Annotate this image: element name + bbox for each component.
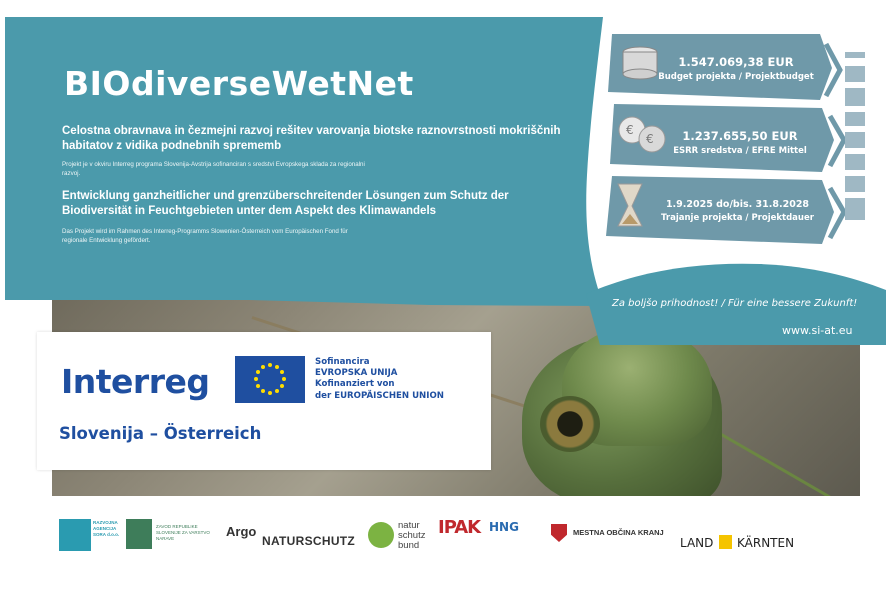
eu-flag-icon bbox=[235, 356, 305, 403]
website-link[interactable]: www.si-at.eu bbox=[782, 324, 853, 337]
argo-text: Argo bbox=[226, 524, 257, 539]
ra-sora-logo bbox=[59, 519, 91, 551]
land-text: LAND bbox=[680, 536, 714, 550]
naturschutz-text: NATURSCHUTZ bbox=[262, 534, 356, 548]
stat-budget bbox=[656, 55, 816, 82]
description-de-small: Das Projekt wird im Rahmen des Interreg-Programms Slowenien-Österreich vom Europäischen Fond für regionale Entwicklung gefördert. bbox=[62, 228, 348, 244]
coins-stack-icon bbox=[623, 47, 657, 79]
frog-eye bbox=[540, 396, 600, 452]
svg-text:€: € bbox=[626, 123, 634, 137]
description-sl-small: Projekt je v okviru Interreg programa Slovenija-Avstrija sofinanciran s sredstvi Evropskega sklada za regionalni razvoj. bbox=[62, 161, 365, 177]
svg-text:€: € bbox=[646, 132, 654, 146]
stat-erdf-value: 1.237.655,50 EUR bbox=[682, 129, 798, 143]
ipak-logo: IPAK bbox=[438, 517, 481, 538]
project-title: BIOdiverseWetNet bbox=[64, 64, 414, 103]
slogan: Za boljšo prihodnost! / Für eine bessere Zukunft! bbox=[612, 298, 858, 309]
kranj-coat-of-arms-icon bbox=[551, 524, 567, 542]
eu-cofinancing-text: Sofinancira EVROPSKA UNIJA Kofinanziert von der EUROPÄISCHEN UNION bbox=[315, 357, 444, 401]
description-sl-heading: Celostna obravnava in čezmejni razvoj rešitev varovanja biotske raznovrstnosti mokriščnih habitatov z vidika podnebnih sprememb bbox=[62, 125, 561, 152]
hng-logo: HNG bbox=[489, 520, 519, 534]
interreg-box bbox=[37, 332, 491, 470]
stat-duration-label: Trajanje projekta / Projektdauer bbox=[661, 213, 814, 223]
description-de-heading: Entwicklung ganzheitlicher und grenzüberschreitender Lösungen zum Schutz der Biodiversität in Feuchtgebieten unter dem Aspekt des Klimawandels bbox=[62, 190, 509, 217]
stat-budget-value: 1.547.069,38 EUR bbox=[678, 55, 794, 69]
stat-budget-label: Budget projekta / Projektbudget bbox=[658, 72, 814, 82]
stat-duration-value: 1.9.2025 do/bis. 31.8.2028 bbox=[665, 199, 810, 210]
stat-duration bbox=[650, 199, 825, 223]
naturschutzbund-icon bbox=[368, 522, 394, 548]
kaernten-text: KÄRNTEN bbox=[737, 536, 795, 550]
naturschutzbund-text: natur schutz bund bbox=[398, 520, 426, 551]
interreg-logo: Interreg bbox=[61, 362, 210, 401]
zrsvn-text: ZAVOD REPUBLIKE SLOVENIJE ZA VARSTVO NARAVE bbox=[156, 524, 210, 541]
kranj-text: MESTNA OBČINA KRANJ bbox=[573, 528, 664, 537]
stat-erdf-label: ESRR sredstva / EFRE Mittel bbox=[673, 146, 807, 156]
zrsvn-logo bbox=[126, 519, 152, 549]
ra-sora-text: RAZVOJNA AGENCIJA SORA d.o.o. bbox=[93, 520, 120, 537]
stat-erdf bbox=[660, 129, 820, 156]
interreg-region: Slovenija – Österreich bbox=[59, 424, 262, 443]
kaernten-flag-icon bbox=[719, 535, 732, 549]
